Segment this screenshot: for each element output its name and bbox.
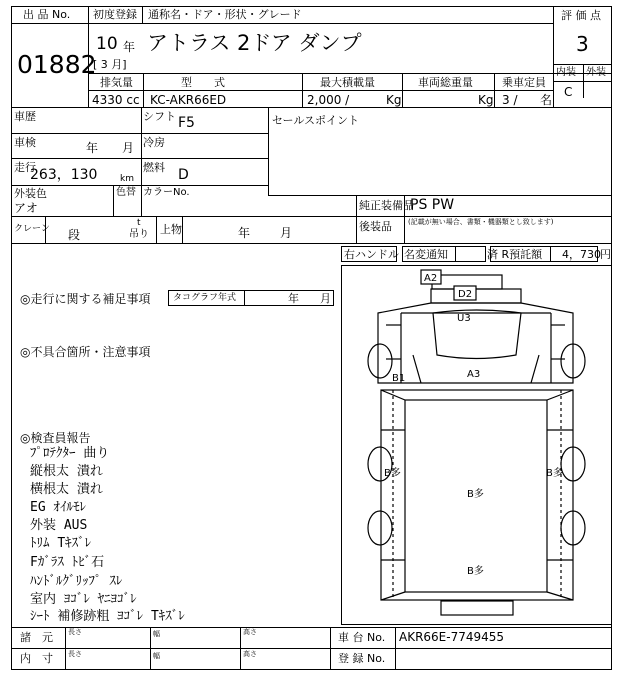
interior-grade: C xyxy=(564,85,573,99)
crane-hook-unit: 吊り xyxy=(129,229,149,240)
grid-line xyxy=(65,627,66,670)
grid-line xyxy=(268,107,269,195)
body-label: 上物 xyxy=(160,223,182,236)
score: 3 xyxy=(576,32,589,56)
max-load-value: 2,000 / xyxy=(307,93,350,107)
crane-ton-unit: t xyxy=(137,218,141,228)
grid-line xyxy=(11,158,268,159)
damage-label-b-right: B多 xyxy=(546,468,563,479)
inspector-title: ◎検査員報告 xyxy=(20,431,91,445)
lot-number: 01882 xyxy=(17,50,97,79)
grid-line xyxy=(11,107,612,108)
gross-weight-unit: Kg xyxy=(478,93,494,107)
grid-line xyxy=(143,73,144,107)
width-label: 幅 xyxy=(153,630,160,638)
aftermarket-label: 後装品 xyxy=(359,220,392,233)
first-reg-label: 初度登録 xyxy=(93,8,137,21)
truck-damage-diagram xyxy=(341,265,612,625)
interior-dims-label: 内 寸 xyxy=(20,652,53,665)
score-label: 評 価 点 xyxy=(561,9,601,22)
grid-line xyxy=(455,246,456,262)
name-change-label: 名変通知 xyxy=(404,248,448,261)
genuine-equipment-label: 純正装備品 xyxy=(359,199,414,212)
lot-label: 出 品 No. xyxy=(23,8,71,21)
grid-line xyxy=(302,73,303,107)
grid-line xyxy=(141,107,142,216)
inspection-year-unit: 年 xyxy=(86,141,99,155)
grid-line xyxy=(553,6,554,107)
crane-label: クレーン xyxy=(14,224,50,234)
max-load-label: 最大積載量 xyxy=(320,76,375,89)
recycle-label: 済 R預託額 xyxy=(487,248,543,261)
aftermarket-note: (記載が無い場合、書類・機器類とし致します) xyxy=(408,218,554,226)
mileage-label: 走行 xyxy=(14,161,36,174)
gross-weight-label: 車両総重量 xyxy=(418,76,473,89)
shift-value: F5 xyxy=(178,115,195,131)
grid-line xyxy=(240,627,241,670)
damage-label-u3: U3 xyxy=(457,313,471,324)
grid-line xyxy=(402,73,403,107)
length-label-interior: 長さ xyxy=(68,650,82,658)
tachograph-year-unit: 年 xyxy=(288,292,299,305)
crane-stage-unit: 段 xyxy=(68,228,81,242)
chassis-number: AKR66E-7749455 xyxy=(399,630,505,644)
chassis-label: 車 台 No. xyxy=(338,631,386,644)
grid-line xyxy=(88,90,553,91)
inspector-report-line: 外装 AUS xyxy=(30,518,88,533)
registration-label: 登 録 No. xyxy=(338,652,386,665)
displacement-label: 排気量 xyxy=(100,76,133,89)
inspector-report-line: EG ｵｲﾙﾓﾚ xyxy=(30,500,86,515)
inspector-report-line: ﾌﾟﾛﾃｸﾀｰ 曲り xyxy=(30,446,110,461)
dimensions-label: 諸 元 xyxy=(20,631,53,644)
mileage-unit: km xyxy=(120,174,134,184)
damage-label-a2: A2 xyxy=(424,273,438,284)
recycle-unit: 円 xyxy=(600,248,611,261)
history-label: 車歴 xyxy=(14,110,36,123)
model-desc-label: 通称名・ドア・形状・グレード xyxy=(148,8,302,21)
inspector-report-line: 縦根太 潰れ xyxy=(30,464,103,479)
grid-line xyxy=(11,133,268,134)
color-change-label: 色替 xyxy=(116,187,136,198)
ext-color-value: アオ xyxy=(14,201,38,215)
driving-note-title: ◎走行に関する補足事項 xyxy=(20,292,151,306)
inspector-report-line: Fｶﾞﾗｽ ﾄﾋﾞ石 xyxy=(30,555,105,570)
grid-line xyxy=(142,6,143,23)
grid-line xyxy=(88,73,612,74)
capacity-value: 3 / xyxy=(502,93,518,107)
exterior-grade-label: 外装 xyxy=(586,67,606,78)
grid-line xyxy=(11,23,553,24)
displacement-value: 4330 cc xyxy=(92,93,140,107)
inspection-label: 車検 xyxy=(14,136,36,149)
width-label-interior: 幅 xyxy=(153,652,160,660)
grid-line xyxy=(330,627,331,670)
grid-line xyxy=(494,73,495,107)
defect-title: ◎不具合箇所・注意事項 xyxy=(20,345,151,359)
grid-line xyxy=(395,627,396,670)
damage-label-d2: D2 xyxy=(458,289,473,300)
color-code-label: カラーNo. xyxy=(143,187,190,198)
inspector-report-line: ﾄﾘﾑ Tｷｽﾞﾚ xyxy=(30,536,92,551)
selling-points-label: セールスポイント xyxy=(272,114,360,127)
model-label: 型 式 xyxy=(181,76,225,89)
genuine-equipment-value: PS PW xyxy=(410,197,455,213)
inspector-report-line: ﾊﾝﾄﾞﾙｸﾞﾘｯﾌﾟ ｽﾚ xyxy=(30,574,123,589)
damage-label-b-rear: B多 xyxy=(467,566,484,577)
grid-line xyxy=(356,195,357,243)
body-month-unit: 月 xyxy=(280,226,293,240)
grid-line xyxy=(113,185,114,216)
capacity-unit: 名 xyxy=(540,93,553,107)
tachograph-label: タコグラフ年式 xyxy=(173,293,237,303)
grid-line xyxy=(550,246,551,262)
inspector-report-line: 室内 ﾖｺﾞﾚ ﾔﾆﾖｺﾞﾚ xyxy=(30,592,137,607)
body-year-unit: 年 xyxy=(238,226,251,240)
height-label: 高さ xyxy=(243,628,257,636)
grid-line xyxy=(11,243,612,244)
ext-color-label: 外装色 xyxy=(14,187,47,200)
grid-line xyxy=(583,64,584,98)
capacity-label: 乗車定員 xyxy=(502,76,546,89)
steering-value: 右ハンドル xyxy=(344,248,399,261)
inspector-report-line: 横根太 潰れ xyxy=(30,482,103,497)
length-label: 長さ xyxy=(68,628,82,636)
grid-line xyxy=(244,290,245,306)
car-name: アトラス 2ドア ダンプ xyxy=(147,31,362,55)
interior-grade-label: 内装 xyxy=(556,67,576,78)
shift-label: シフト xyxy=(143,110,176,123)
reg-month: [ 3 月] xyxy=(93,58,127,71)
inspector-report-line: ｼｰﾄ 補修跡粗 ﾖｺﾞﾚ Tｷｽﾞﾚ xyxy=(30,609,185,624)
grid-line xyxy=(11,627,612,628)
damage-label-b-center: B多 xyxy=(467,489,484,500)
grid-line xyxy=(156,216,157,243)
grid-line xyxy=(356,216,612,217)
inspection-month-unit: 月 xyxy=(122,141,135,155)
grid-line xyxy=(182,216,183,243)
height-label-interior: 高さ xyxy=(243,650,257,658)
grid-line xyxy=(268,195,612,196)
mileage-value: 263，130 xyxy=(30,167,98,183)
damage-label-b-left: B多 xyxy=(384,468,401,479)
fuel-value: D xyxy=(178,167,189,183)
damage-label-b1: B1 xyxy=(392,373,406,384)
max-load-unit: Kg xyxy=(386,93,402,107)
tachograph-month-unit: 月 xyxy=(320,292,331,305)
grid-line xyxy=(150,627,151,670)
reg-year: 10 xyxy=(96,34,118,54)
year-unit: 年 xyxy=(123,40,136,54)
damage-label-a3: A3 xyxy=(467,369,481,380)
grid-line xyxy=(11,185,268,186)
recycle-amount: 4，730 xyxy=(562,248,601,261)
fuel-label: 燃料 xyxy=(143,161,165,174)
ac-label: 冷房 xyxy=(143,136,165,149)
grid-line xyxy=(11,216,356,217)
model-value: KC-AKR66ED xyxy=(150,93,227,107)
grid-line xyxy=(11,648,612,649)
